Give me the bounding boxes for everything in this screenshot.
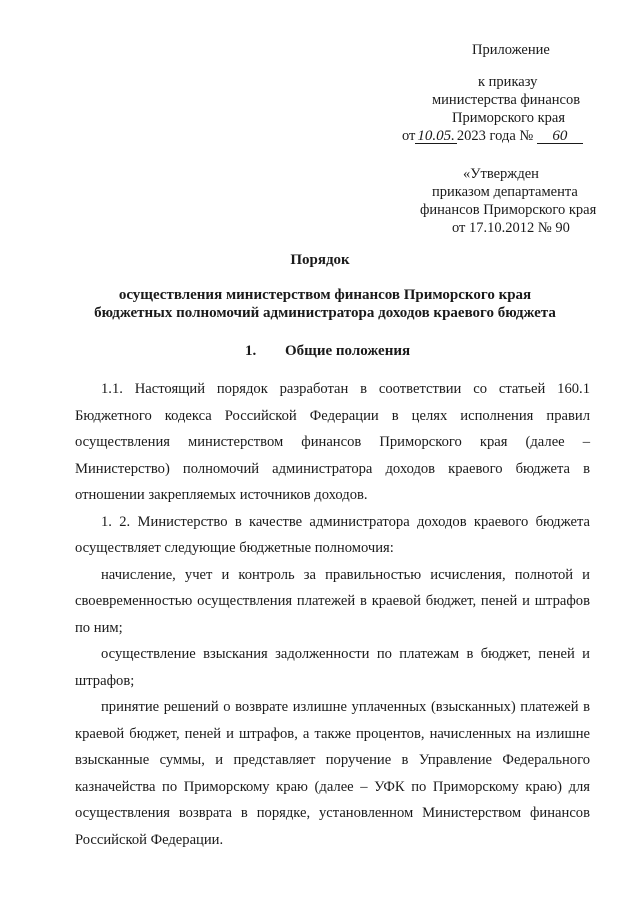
document-subtitle-line-2: бюджетных полномочий администратора доходов краевого бюджета <box>94 305 556 321</box>
handwritten-number: 60 <box>537 129 583 144</box>
list-item-collection: осуществление взыскания задолженности по платежам в бюджет, пеней и штрафов; <box>75 646 590 689</box>
list-item-accrual: начисление, учет и контроль за правильностью исчисления, полнотой и своевременностью осуществления платежей в краевой бюджет, пеней и штрафов по ним; <box>75 566 590 636</box>
appendix-label: Приложение <box>472 42 550 58</box>
document-body <box>75 376 590 853</box>
order-date-line <box>402 127 583 145</box>
order-reference: к приказу <box>478 74 538 90</box>
section-title: Общие положения <box>285 343 411 359</box>
date-year: 2023 года № <box>456 128 534 144</box>
handwritten-date: 10.05. <box>417 128 455 144</box>
approval-line-4: от 17.10.2012 № 90 <box>452 220 570 236</box>
ministry-name: министерства финансов <box>432 92 581 108</box>
approval-line-1: «Утвержден <box>463 166 539 182</box>
document-title: Порядок <box>290 252 350 268</box>
section-number: 1. <box>245 343 257 359</box>
region-name: Приморского края <box>452 110 566 126</box>
approval-line-2: приказом департамента <box>432 184 578 200</box>
paragraph-1-1: 1.1. Настоящий порядок разработан в соответствии со статьей 160.1 Бюджетного кодекса Российской Федерации в целях исполнения правил осуществления министерством финансов Приморского края (далее – Министерство) полномочий администратора доходов краевого бюджета в отношении закрепляемых источников доходов. <box>75 381 590 503</box>
approval-line-3: финансов Приморского края <box>420 202 597 218</box>
document-subtitle-line-1: осуществления министерством финансов Приморского края <box>118 287 532 303</box>
date-prefix: от <box>402 128 416 144</box>
section-heading <box>245 343 410 360</box>
list-item-refund: принятие решений о возврате излишне уплаченных (взысканных) платежей в краевой бюджет, пеней и штрафов, а также процентов, начисленных на излишне взысканные суммы, и представляет поручение в Управление Федерального казначейства по Приморскому краю (далее – УФК по Приморскому краю) для осуществления возврата в порядке, установленном Министерством финансов Российской Федерации. <box>75 699 590 848</box>
paragraph-1-2: 1. 2. Министерство в качестве администратора доходов краевого бюджета осуществляет следующие бюджетные полномочия: <box>75 513 590 556</box>
